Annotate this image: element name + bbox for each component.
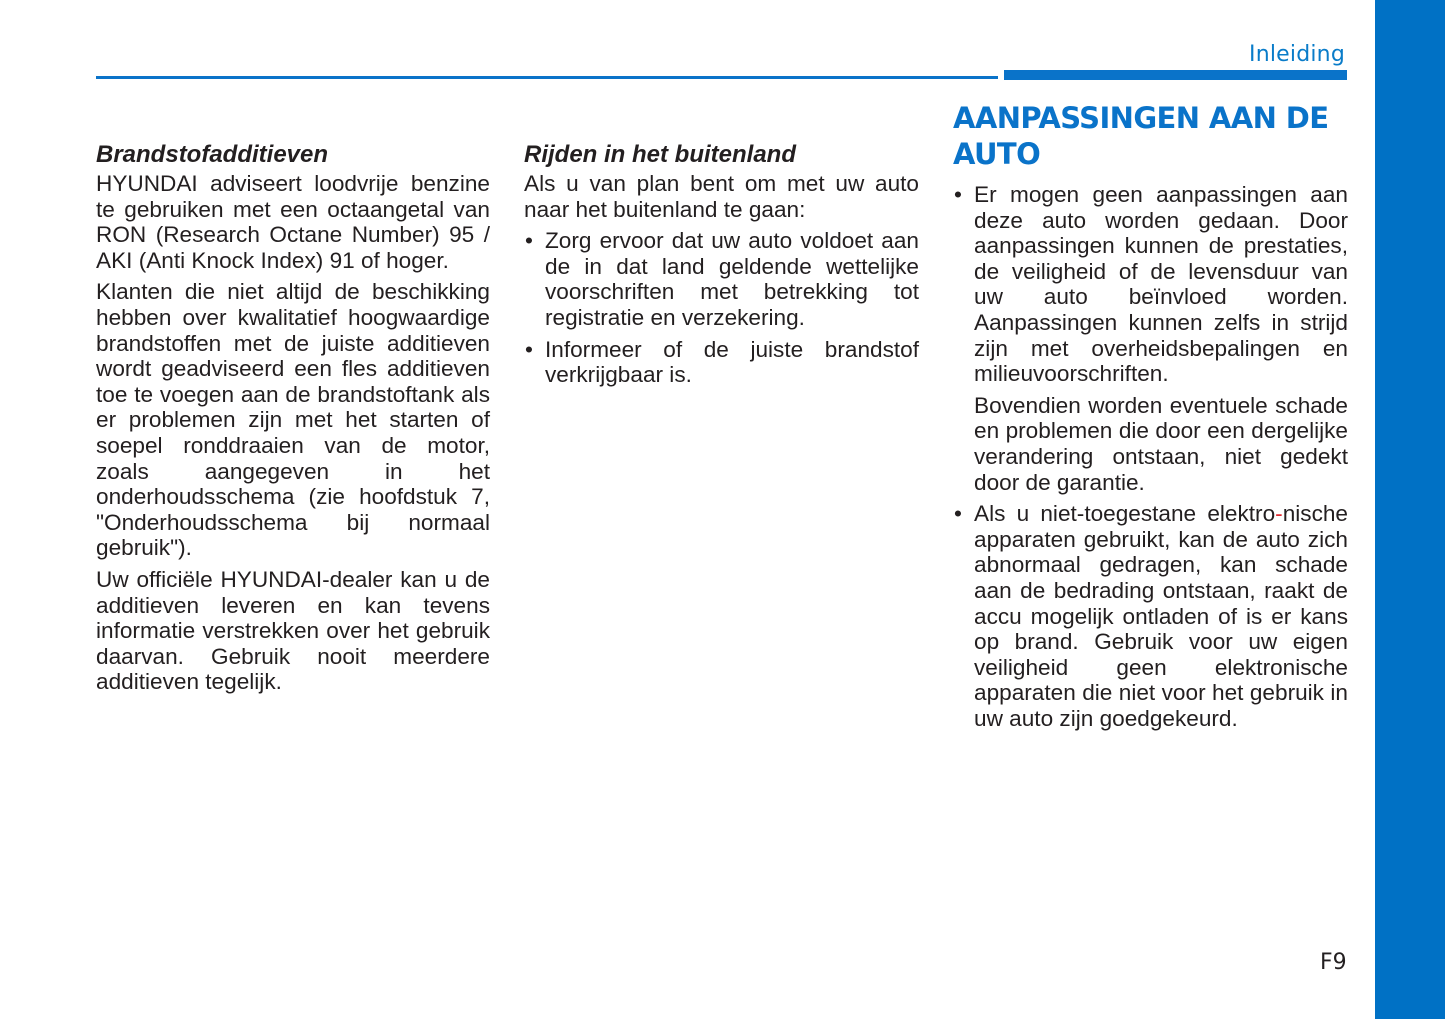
- subheading-fuel-additives: Brandstofadditieven: [96, 141, 329, 168]
- subheading-driving-abroad: Rijden in het buitenland: [524, 141, 796, 168]
- hyphen: -: [1275, 501, 1283, 527]
- header-rule-thin: [96, 76, 998, 79]
- list-item: [524, 228, 919, 330]
- paragraph: HYUNDAI adviseert loodvrije benzine te gebruiken met een octaangetal van RON (Research Octane Number) 95 / AKI (Anti Knock Index) 91 of hoger.: [96, 171, 490, 273]
- list-item-text: Er mogen geen aanpassingen aan deze auto worden gedaan. Door aanpassingen kunnen de prestaties, de veiligheid of de levensduur van uw auto beïnvloed worden. Aanpassingen kunnen zelfs in strijd zijn met overheidsbepalingen en milieuvoorschriften.: [974, 182, 1348, 387]
- bullet-list: [953, 182, 1348, 387]
- paragraph: Als u van plan bent om met uw auto naar het buitenland te gaan:: [524, 171, 919, 222]
- list-item: [524, 337, 919, 388]
- list-item-text-part: Als u niet-toegestane elektro: [974, 501, 1276, 527]
- bullet-icon: •: [954, 501, 962, 527]
- list-item-text-part: nische apparaten gebruikt, kan de auto zich abnormaal gedragen, kan schade aan de bedrading ontstaan, raakt de accu mogelijk ontladen of is er kans op brand. Gebruik voor uw eigen veiligheid geen elektronische apparaten die niet voor het gebruik in uw auto zijn goedgekeurd.: [974, 501, 1348, 731]
- paragraph: Klanten die niet altijd de beschikking hebben over kwalitatief hoogwaardige brandstoffen met de juiste additieven wordt geadviseerd een fles additieven toe te voegen aan de brandstoftank als er problemen zijn met het starten of soepel ronddraaien van de motor, zoals aangegeven in het onderhoudsschema (zie hoofdstuk 7, "Onderhoudsschema bij normaal gebruik").: [96, 279, 490, 561]
- bullet-icon: •: [525, 336, 533, 362]
- list-item-text: Informeer of de juiste brandstof verkrijgbaar is.: [545, 336, 919, 388]
- column-vehicle-modifications: [953, 101, 1348, 737]
- section-heading: AANPASSINGEN AAN DE AUTO: [953, 101, 1329, 171]
- page-number: F9: [1320, 950, 1347, 975]
- bullet-icon: •: [525, 228, 533, 254]
- column-fuel-additives: [96, 140, 490, 701]
- list-item-text: [974, 501, 1348, 731]
- paragraph: Uw officiële HYUNDAI-dealer kan u de additieven leveren en kan tevens informatie verstrekken over het gebruik daarvan. Gebruik nooit meerdere additieven tegelijk.: [96, 566, 490, 695]
- bullet-list: [953, 501, 1348, 731]
- column-driving-abroad: [524, 140, 919, 394]
- list-item-text: Zorg ervoor dat uw auto voldoet aan de in dat land geldende wettelijke voorschriften met betrekking tot registratie en verzekering.: [545, 228, 919, 330]
- bullet-list: [524, 228, 919, 388]
- section-label: Inleiding: [1249, 42, 1345, 67]
- paragraph: Bovendien worden eventuele schade en problemen die door een dergelijke verandering ontstaan, niet gedekt door de garantie.: [974, 392, 1348, 495]
- chapter-side-tab: [1375, 0, 1445, 1019]
- list-item: [953, 501, 1348, 731]
- bullet-icon: •: [954, 182, 962, 207]
- list-item: [953, 182, 1348, 387]
- header-rule-thick: [1004, 70, 1347, 80]
